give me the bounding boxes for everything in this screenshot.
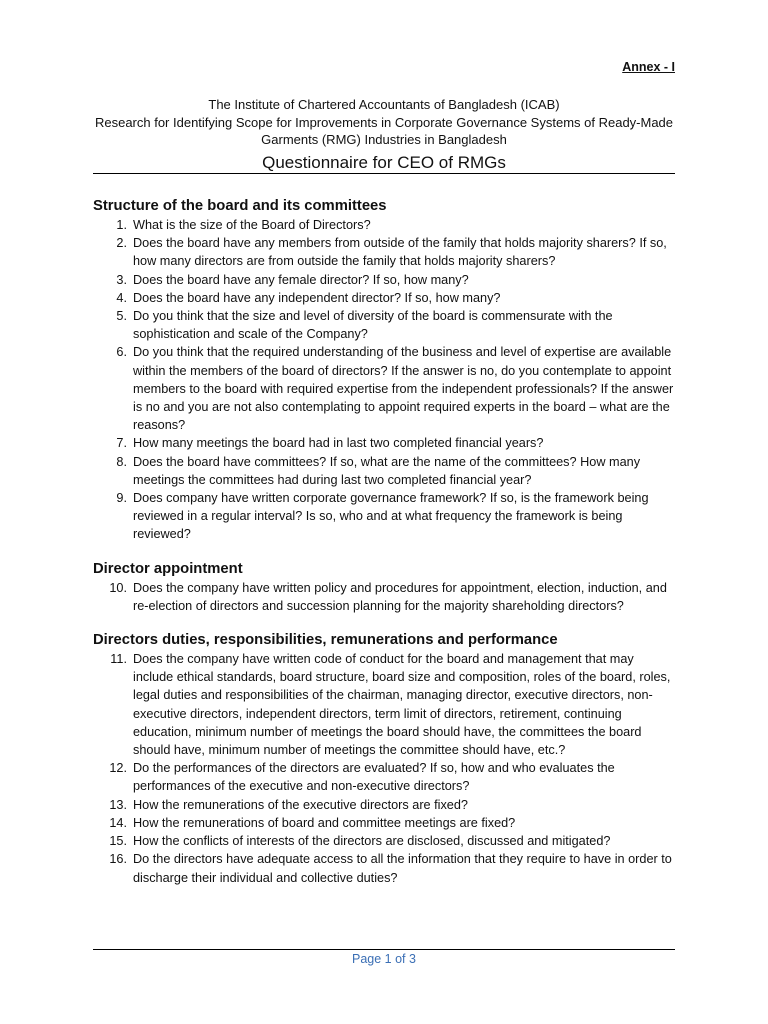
question-number: 10. bbox=[109, 580, 127, 595]
question-number: 12. bbox=[109, 761, 127, 776]
question-list bbox=[93, 579, 675, 615]
header-divider bbox=[93, 173, 675, 174]
question-item bbox=[93, 289, 675, 307]
question-item bbox=[93, 850, 675, 886]
question-item bbox=[93, 489, 675, 544]
section-heading: Directors duties, responsibilities, remunerations and performance bbox=[93, 632, 558, 649]
question-text: How the remunerations of board and committee meetings are fixed? bbox=[133, 815, 516, 830]
question-item bbox=[93, 343, 675, 434]
question-item bbox=[93, 796, 675, 814]
annex-label: Annex - I bbox=[622, 60, 675, 74]
questionnaire-body bbox=[93, 196, 675, 902]
header-research-line: Research for Identifying Scope for Improvements in Corporate Governance Systems of Ready-Made bbox=[94, 114, 674, 130]
question-item bbox=[93, 814, 675, 832]
question-number: 14. bbox=[109, 815, 127, 830]
question-item bbox=[93, 271, 675, 289]
question-number: 5. bbox=[116, 309, 127, 324]
question-number: 11. bbox=[110, 652, 127, 667]
question-item bbox=[93, 234, 675, 270]
section-board-structure bbox=[93, 196, 675, 544]
question-item bbox=[93, 216, 675, 234]
question-list bbox=[93, 216, 675, 544]
question-number: 2. bbox=[116, 236, 127, 251]
question-number: 16. bbox=[109, 852, 127, 867]
section-directors-duties bbox=[93, 630, 675, 887]
question-text: Does the board have committees? If so, what are the name of the committees? How many meetings the committees had during last two completed financial year? bbox=[133, 454, 641, 487]
question-number: 7. bbox=[116, 436, 127, 451]
question-number: 4. bbox=[116, 290, 127, 305]
footer-divider bbox=[93, 949, 675, 950]
question-number: 9. bbox=[116, 491, 127, 506]
question-text: Do you think that the required understanding of the business and level of expertise are available within the members of the board of directors? If the answer is no, do you contemplate to appoint members to the board with required expertise from the independent professionals? If the answer is no and you are not also contemplating to appoint required experts in the board – what are the reasons? bbox=[133, 345, 674, 433]
question-text: Does the board have any female director? If so, how many? bbox=[133, 272, 469, 287]
question-item bbox=[93, 650, 675, 759]
question-text: Do you think that the size and level of diversity of the board is commensurate with the sophistication and scale of the Company? bbox=[133, 309, 613, 342]
section-director-appointment bbox=[93, 559, 675, 615]
question-number: 6. bbox=[116, 345, 127, 360]
question-number: 13. bbox=[109, 797, 127, 812]
question-item bbox=[93, 759, 675, 795]
question-text: Do the performances of the directors are evaluated? If so, how and who evaluates the performances of the executive and non-executive directors? bbox=[133, 761, 615, 794]
header-institute: The Institute of Chartered Accountants of Bangladesh (ICAB) bbox=[208, 97, 560, 112]
question-text: Does the company have written policy and procedures for appointment, election, induction, and re-election of directors and succession planning for the majority shareholding directors? bbox=[133, 580, 667, 613]
document-title: Questionnaire for CEO of RMGs bbox=[262, 152, 506, 172]
question-item bbox=[93, 434, 675, 452]
question-text: Does the board have any members from outside of the family that holds majority sharers? If so, how many directors are from outside the family that holds majority sharers? bbox=[133, 236, 667, 269]
question-item bbox=[93, 307, 675, 343]
section-heading: Director appointment bbox=[93, 560, 243, 577]
question-number: 1. bbox=[116, 218, 127, 232]
question-text: Does company have written corporate governance framework? If so, is the framework being reviewed in a regular interval? Is so, who and at what frequency the framework is being reviewed? bbox=[133, 491, 649, 542]
section-heading: Structure of the board and its committees bbox=[93, 198, 387, 214]
question-text: Do the directors have adequate access to all the information that they require to have in order to discharge their individual and collective duties? bbox=[133, 852, 672, 885]
question-number: 15. bbox=[109, 834, 127, 849]
question-text: What is the size of the Board of Directors? bbox=[133, 218, 371, 232]
question-text: Does the company have written code of conduct for the board and management that may include ethical standards, board structure, board size and composition, roles of the board, roles, legal duties and responsibilities of the chairman, managing director, executive directors, non-executive directors, independent directors, term limit of directors, retirement, continuing education, minimum number of meetings the board should have, the committees the board should have, minimum number of meetings the committee should have, etc.? bbox=[133, 652, 671, 758]
question-text: How many meetings the board had in last two completed financial years? bbox=[133, 436, 544, 451]
header-research-line-2: Garments (RMG) Industries in Bangladesh bbox=[261, 132, 507, 147]
question-number: 8. bbox=[116, 454, 127, 469]
question-list bbox=[93, 650, 675, 887]
page-number: Page 1 of 3 bbox=[352, 952, 416, 966]
question-item bbox=[93, 579, 675, 615]
question-text: How the conflicts of interests of the directors are disclosed, discussed and mitigated? bbox=[133, 834, 611, 849]
question-item bbox=[93, 832, 675, 850]
question-number: 3. bbox=[116, 272, 127, 287]
document-header bbox=[93, 96, 675, 174]
question-text: How the remunerations of the executive directors are fixed? bbox=[133, 797, 468, 812]
question-text: Does the board have any independent director? If so, how many? bbox=[133, 290, 501, 305]
question-item bbox=[93, 453, 675, 489]
